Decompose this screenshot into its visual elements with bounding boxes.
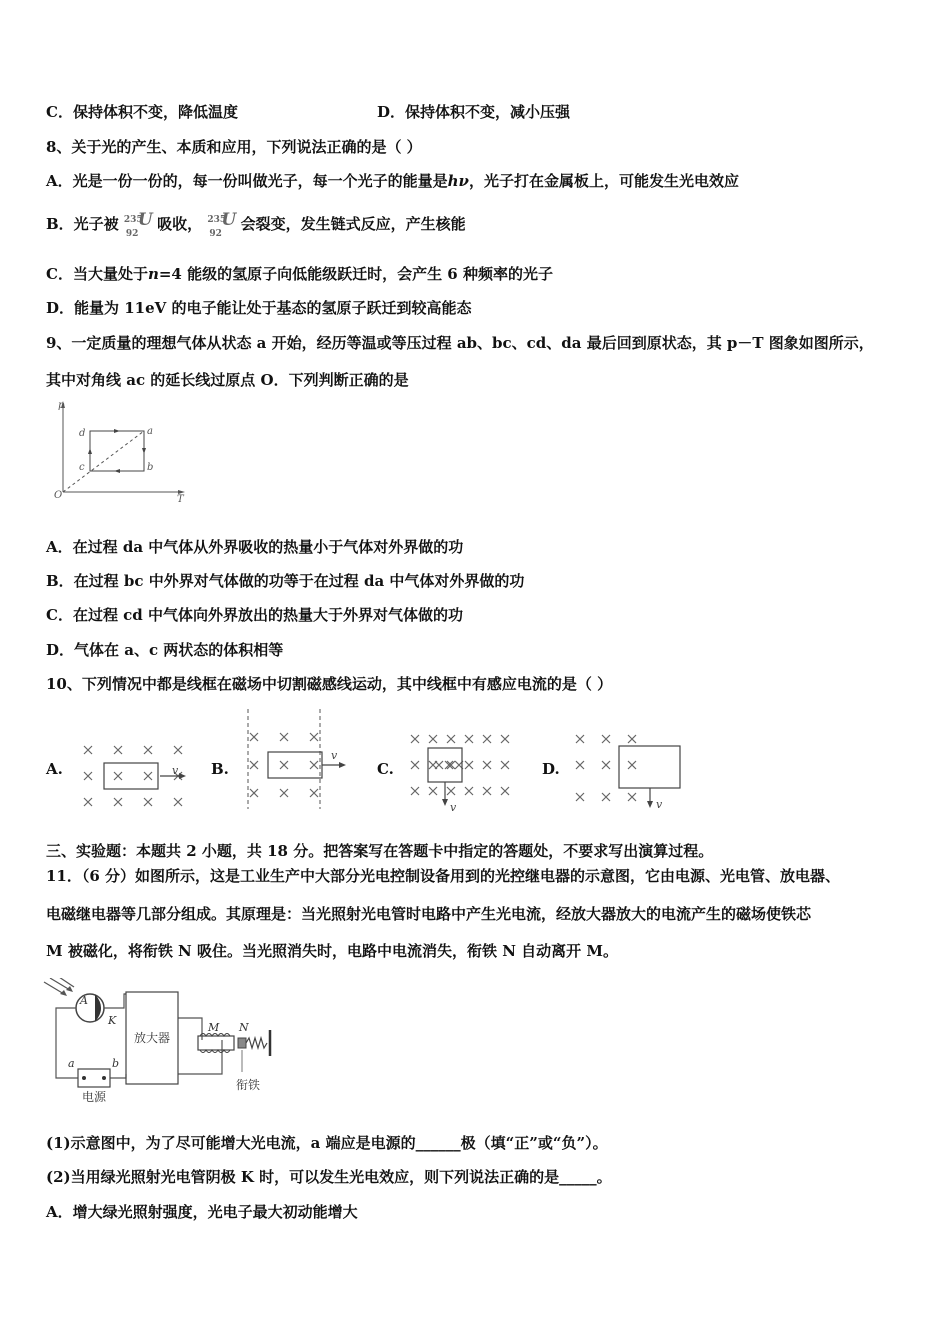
velocity-arrowhead-b <box>339 762 346 768</box>
field-cross <box>114 798 122 806</box>
field-cross <box>114 772 122 780</box>
section-3-heading: 三、实验题：本题共 2 小题，共 18 分。把答案写在答题卡中指定的答题处，不要求写出演算过程。 <box>46 842 714 860</box>
coil-frame-a <box>104 763 158 789</box>
q10-figure-d <box>568 727 693 813</box>
q8-option-b-pre: B．光子被 <box>46 215 119 233</box>
q8-option-a-post: ，光子打在金属板上，可能发生光电效应 <box>468 172 739 190</box>
label-b: b <box>147 462 154 473</box>
field-cross <box>483 735 491 743</box>
q8-option-d: D．能量为 11eV 的电子能让处于基态的氢原子跃迁到较高能态 <box>46 299 472 317</box>
light-ray-1 <box>44 982 64 994</box>
field-crosses-b <box>250 733 318 797</box>
field-cross <box>84 746 92 754</box>
velocity-label-b: v <box>331 749 338 762</box>
q8-option-a-pre: A．光是一份一份的，每一份叫做光子，每一个光子的能量是 <box>46 172 448 190</box>
field-cross <box>174 746 182 754</box>
amplifier-label: 放大器 <box>133 1031 171 1045</box>
field-cross <box>435 761 443 769</box>
field-cross <box>447 787 455 795</box>
light-arrowhead-1 <box>60 990 67 996</box>
label-a: a <box>147 426 153 437</box>
q8-option-a-hv: hν <box>447 172 469 190</box>
field-cross <box>602 793 610 801</box>
field-cross <box>250 789 258 797</box>
field-cross <box>144 798 152 806</box>
field-cross <box>465 735 473 743</box>
velocity-label-a: v <box>172 764 179 777</box>
field-cross <box>483 761 491 769</box>
field-cross <box>576 793 584 801</box>
q11-line3: M 被磁化，将衔铁 N 吸住。当光照消失时，电路中电流消失，衔铁 N 自动离开 M。 <box>46 942 618 960</box>
q11-relay-diagram <box>40 978 280 1108</box>
light-ray-2 <box>50 978 70 990</box>
label-M: M <box>208 1021 220 1034</box>
label-d: d <box>79 428 86 439</box>
velocity-label-c: v <box>450 801 457 813</box>
field-cross <box>628 761 636 769</box>
field-cross <box>144 772 152 780</box>
wire-left <box>56 1008 78 1078</box>
q11-line1: 11．（6 分）如图所示，这是工业生产中大部分光电控制设备用到的光控继电器的示意图，它由电源、光电管、放电器、 <box>46 867 841 885</box>
light-arrowhead-2 <box>66 986 73 992</box>
q10-figure-a <box>72 734 192 814</box>
label-anode-A: A <box>80 994 88 1007</box>
field-cross <box>501 787 509 795</box>
velocity-arrowhead-c <box>442 799 448 806</box>
field-cross <box>429 735 437 743</box>
q7-option-c: C．保持体积不变，降低温度 <box>46 103 238 121</box>
q8-option-b-post: 会裂变，发生链式反应，产生核能 <box>240 215 466 233</box>
field-cross <box>280 789 288 797</box>
q10-figure-c <box>403 727 515 813</box>
q9-option-d: D．气体在 a、c 两状态的体积相等 <box>46 641 284 659</box>
field-cross <box>310 789 318 797</box>
q11-line2: 电磁继电器等几部分组成。其原理是：当光照射光电管时电路中产生光电流，经放大器放大的电流产生的磁场使铁芯 <box>46 905 812 923</box>
light-ray-3 <box>56 978 74 987</box>
field-cross <box>310 761 318 769</box>
field-cross <box>114 746 122 754</box>
field-cross <box>174 798 182 806</box>
wire-right <box>110 1074 126 1078</box>
diagonal-ac <box>63 431 144 492</box>
q8-option-b-mid: 吸收， <box>157 215 203 233</box>
field-cross <box>483 787 491 795</box>
label-N: N <box>239 1021 249 1034</box>
field-crosses-d <box>576 735 636 801</box>
q8-option-a <box>46 171 739 191</box>
terminal-b <box>102 1076 106 1080</box>
q10-label-b: B. <box>211 760 229 778</box>
q10-label-a: A. <box>46 760 63 778</box>
q9-stem-line1: 9、一定质量的理想气体从状态 a 开始，经历等温或等压过程 ab、bc、cd、da 最后回到原状态，其 p－T 图象如图所示， <box>46 334 874 352</box>
q11-option-a: A．增大绿光照射强度，光电子最大初动能增大 <box>46 1203 358 1221</box>
armature-N <box>238 1038 246 1048</box>
q8-stem: 8、关于光的产生、本质和应用，下列说法正确的是（ ） <box>46 138 422 156</box>
q9-pt-diagram <box>50 398 190 503</box>
label-cathode-K: K <box>108 1014 117 1027</box>
wire-amp-out-bottom <box>178 1040 222 1074</box>
field-cross <box>602 735 610 743</box>
field-cross <box>411 735 419 743</box>
arrow-ab <box>142 448 146 454</box>
iron-core-M <box>198 1036 234 1050</box>
q11-sub2: (2)当用绿光照射光电管阴极 K 时，可以发生光电效应，则下列说法正确的是_____。 <box>46 1168 612 1186</box>
q10-label-c: C. <box>377 760 394 778</box>
field-cross <box>411 787 419 795</box>
field-crosses-c <box>411 735 509 795</box>
field-cross <box>602 761 610 769</box>
q9-option-b: B．在过程 bc 中外界对气体做的功等于在过程 da 中气体对外界做的功 <box>46 572 525 590</box>
field-cross <box>447 735 455 743</box>
field-cross <box>501 735 509 743</box>
field-cross <box>465 761 473 769</box>
arrow-bc <box>114 469 120 473</box>
label-p: p <box>58 400 65 411</box>
field-cross <box>280 733 288 741</box>
field-cross <box>501 761 509 769</box>
field-cross <box>411 761 419 769</box>
field-cross <box>84 798 92 806</box>
armature-label: 衔铁 <box>235 1078 261 1092</box>
field-cross <box>280 761 288 769</box>
arrow-cd <box>88 448 92 454</box>
field-cross <box>429 787 437 795</box>
field-cross <box>144 746 152 754</box>
field-cross <box>250 761 258 769</box>
q9-option-a: A．在过程 da 中气体从外界吸收的热量小于气体对外界做的功 <box>46 538 464 556</box>
field-cross <box>250 733 258 741</box>
q10-stem: 10、下列情况中都是线框在磁场中切割磁感线运动，其中线框中有感应电流的是（ ） <box>46 675 613 693</box>
wire-cathode <box>104 994 126 1008</box>
field-cross <box>84 772 92 780</box>
field-cross <box>628 735 636 743</box>
armature-spring <box>246 1038 267 1048</box>
power-source-label: 电源 <box>81 1090 107 1104</box>
velocity-arrowhead-d <box>647 801 653 808</box>
coil-frame-d <box>619 746 680 788</box>
field-cross <box>576 761 584 769</box>
velocity-label-d: v <box>656 798 663 811</box>
label-O: O <box>54 490 63 501</box>
q10-figure-b <box>236 707 351 811</box>
uranium-isotope-2: 235 92 U <box>207 210 237 239</box>
q11-sub1: (1)示意图中，为了尽可能增大光电流，a 端应是电源的______极（填“正”或“负”）。 <box>46 1134 608 1152</box>
arrow-da <box>114 429 120 433</box>
q8-option-c: C．当大量处于n=4 能级的氢原子向低能级跃迁时，会产生 6 种频率的光子 <box>46 265 553 283</box>
velocity-arrowhead-a <box>179 773 186 779</box>
label-a: a <box>68 1057 75 1070</box>
label-T: T <box>177 494 184 503</box>
label-b: b <box>112 1057 120 1070</box>
q10-label-d: D. <box>542 760 560 778</box>
q9-option-c: C．在过程 cd 中气体向外界放出的热量大于外界对气体做的功 <box>46 606 464 624</box>
field-cross <box>576 735 584 743</box>
q9-stem-line2: 其中对角线 ac 的延长线过原点 O．下列判断正确的是 <box>46 371 409 389</box>
q7-option-d: D．保持体积不变，减小压强 <box>377 103 571 121</box>
field-cross <box>465 787 473 795</box>
field-cross <box>310 733 318 741</box>
terminal-a <box>82 1076 86 1080</box>
uranium-isotope-1: 235 92 U <box>123 210 153 239</box>
label-c: c <box>79 462 85 473</box>
field-cross <box>628 793 636 801</box>
q8-option-b <box>46 210 466 239</box>
